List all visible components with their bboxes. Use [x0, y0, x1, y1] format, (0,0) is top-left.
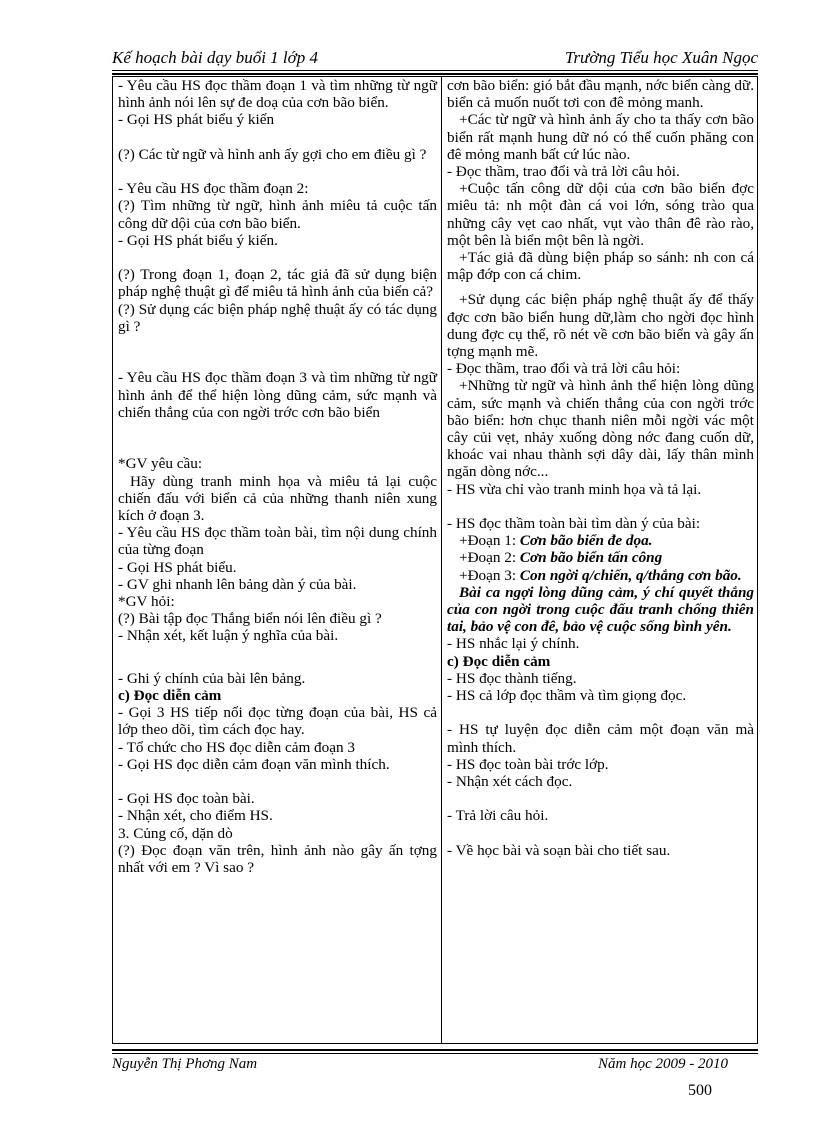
- footer-rule: [112, 1053, 758, 1054]
- footer-school-year: Năm học 2009 - 2010: [598, 1056, 728, 1072]
- left-line: - Gọi HS phát biểu ý kiến: [118, 111, 275, 129]
- footer-rule-thick: [112, 1049, 758, 1051]
- left-line: (?) Tìm những từ ngữ, hình ảnh miêu tả cuộc tấn công dữ dội của cơn bão biển.: [118, 197, 437, 232]
- left-line: (?) Bài tập đọc Thắng biển nói lên điều gì ?: [118, 610, 382, 628]
- left-line: - Gọi HS đọc diễn cảm đoạn văn mình thích.: [118, 755, 390, 773]
- student-activities-column: [442, 77, 758, 1043]
- left-line: - Yêu cầu HS đọc thầm toàn bài, tìm nội dung chính của từng đoạn: [118, 524, 437, 559]
- left-line: - Nhận xét, kết luận ý nghĩa của bài.: [118, 627, 339, 645]
- outline-part-1: [447, 532, 754, 549]
- right-line: - HS đọc toàn bài trớc lớp.: [447, 755, 609, 773]
- left-section-heading: c) Đọc diễn cảm: [118, 686, 222, 704]
- right-line: - HS tự luyện đọc diễn cảm một đoạn văn mà mình thích.: [447, 721, 754, 756]
- footer-teacher-name: Nguyễn Thị Phơng Nam: [112, 1056, 258, 1072]
- right-line: +Cuộc tấn công dữ dội của cơn bão biển đợc miêu tả: nh một đàn cá voi lớn, sóng trào qua những cây vẹt cao nhất, vụt vào thân đê rào rào, một bên là biển một bên là ngời.: [447, 180, 754, 249]
- left-line: - Yêu cầu HS đọc thầm đoạn 3 và tìm những từ ngữ hình ảnh để thể hiện lòng dũng cảm, sức mạnh và chiến thắng của con ngời trớc cơn bão biển: [118, 369, 437, 421]
- right-line: +Những từ ngữ và hình ảnh thể hiện lòng dũng cảm, sức mạnh và chiến thắng của con ngời trớc bão biển: hơn chục thanh niên mỗi ngời vác một cây củi vẹt, nhảy xuống dòng nớc đang cuốn dữ, khoác vai nhau thành sợi dây dài, lấy thân mình ngăn dòng nớc...: [447, 377, 754, 481]
- outline-part-2-text: Cơn bão biển tấn công: [519, 549, 663, 567]
- left-line: - Gọi HS phát biểu.: [118, 558, 237, 576]
- right-line: cơn bão biển: gió bắt đầu mạnh, nớc biển càng dữ. biển cả muốn nuốt tơi con đê mỏng manh.: [447, 77, 754, 112]
- left-line: - Ghi ý chính của bài lên bảng.: [118, 669, 306, 687]
- right-line: - Đọc thầm, trao đổi và trả lời câu hỏi.: [447, 163, 680, 181]
- left-line: - Yêu cầu HS đọc thầm đoạn 1 và tìm những từ ngữ hình ảnh nói lên sự đe doạ của cơn bão biển.: [118, 77, 437, 112]
- right-line: - Trả lời câu hỏi.: [447, 807, 549, 825]
- left-line: Hãy dùng tranh minh họa và miêu tả lại cuộc chiến đấu với biển cả của những thanh niên xung kích ở đoạn 3.: [118, 472, 437, 524]
- outline-part-2: [447, 549, 754, 566]
- outline-part-3-label: +Đoạn 3:: [459, 566, 517, 584]
- right-line: - HS nhắc lại ý chính.: [447, 635, 580, 653]
- right-line: +Tác giả đã dùng biện pháp so sánh: nh con cá mập đớp con cá chim.: [447, 249, 754, 284]
- right-line: - HS đọc thầm toàn bài tìm dàn ý của bài:: [447, 515, 701, 533]
- left-line: 3. Củng cố, dặn dò: [118, 824, 233, 842]
- teacher-activities-column: [113, 77, 442, 1043]
- right-line: - Nhận xét cách đọc.: [447, 773, 573, 791]
- main-idea: Bài ca ngợi lòng dũng cảm, ý chí quyết thắng của con ngời trong cuộc đấu tranh chống thiên tai, bảo vệ con đê, bảo vệ cuộc sống bình yên.: [447, 583, 754, 636]
- outline-part-3-text: Con ngời q/chiến, q/thắng cơn bão.: [519, 566, 742, 584]
- page-header: [112, 48, 758, 70]
- left-line: (?) Các từ ngữ và hình anh ấy gợi cho em điều gì ?: [118, 145, 427, 163]
- right-line: - HS cả lớp đọc thầm và tìm giọng đọc.: [447, 687, 687, 705]
- right-line: - Đọc thầm, trao đổi và trả lời câu hỏi:: [447, 360, 681, 378]
- page-number: 500: [688, 1082, 712, 1099]
- left-line: *GV hỏi:: [118, 592, 175, 610]
- left-line: - Nhận xét, cho điểm HS.: [118, 807, 273, 825]
- lesson-table: [112, 76, 758, 1044]
- left-line: (?) Sử dụng các biện pháp nghệ thuật ấy có tác dụng gì ?: [118, 300, 437, 335]
- right-line: +Sử dụng các biện pháp nghệ thuật ấy để thấy đợc cơn bão biển hung dữ,làm cho ngời đọc hình dung đợc cụ thể, rõ nét về cơn bão biển và gây ấn tợng mạnh mẽ.: [447, 291, 754, 361]
- left-line: *GV yêu cầu:: [118, 455, 203, 473]
- left-line: - Yêu cầu HS đọc thầm đoạn 2:: [118, 180, 309, 198]
- right-line: - HS vừa chỉ vào tranh minh họa và tả lại.: [447, 480, 702, 498]
- right-line: - HS đọc thành tiếng.: [447, 669, 577, 687]
- outline-part-1-label: +Đoạn 1:: [459, 532, 517, 550]
- outline-part-3: [447, 567, 754, 584]
- page-footer: [112, 1056, 758, 1078]
- left-line: (?) Trong đoạn 1, đoạn 2, tác giả đã sử dụng biện pháp nghệ thuật gì để miêu tả hình ảnh của biển cả?: [118, 266, 437, 301]
- left-line: - GV ghi nhanh lên bảng dàn ý của bài.: [118, 575, 357, 593]
- right-section-heading: c) Đọc diễn cảm: [447, 652, 551, 670]
- right-line: +Các từ ngữ và hình ảnh ấy cho ta thấy cơn bão biển rất mạnh hung dữ nó có thể cuốn phăng con đê mỏng manh bất cứ lúc nào.: [447, 111, 754, 163]
- outline-part-1-text: Cơn bão biển đe dọa.: [519, 532, 653, 550]
- right-line: - Về học bài và soạn bài cho tiết sau.: [447, 841, 671, 859]
- header-rule-thick: [112, 73, 758, 75]
- left-line: - Gọi HS phát biểu ý kiến.: [118, 231, 278, 249]
- left-line: - Tổ chức cho HS đọc diễn cảm đoạn 3: [118, 738, 355, 756]
- header-plan-title: Kế hoạch bài dạy buổi 1 lớp 4: [112, 48, 318, 67]
- left-line: - Gọi HS đọc toàn bài.: [118, 790, 255, 808]
- header-rule: [112, 70, 758, 71]
- left-line: (?) Đọc đoạn văn trên, hình ảnh nào gây ấn tợng nhất với em ? Vì sao ?: [118, 841, 437, 876]
- outline-part-2-label: +Đoạn 2:: [459, 549, 517, 567]
- left-line: - Gọi 3 HS tiếp nối đọc từng đoạn của bài, HS cả lớp theo dõi, tìm cách đọc hay.: [118, 704, 437, 739]
- header-school-name: Trường Tiểu học Xuân Ngọc: [564, 48, 758, 67]
